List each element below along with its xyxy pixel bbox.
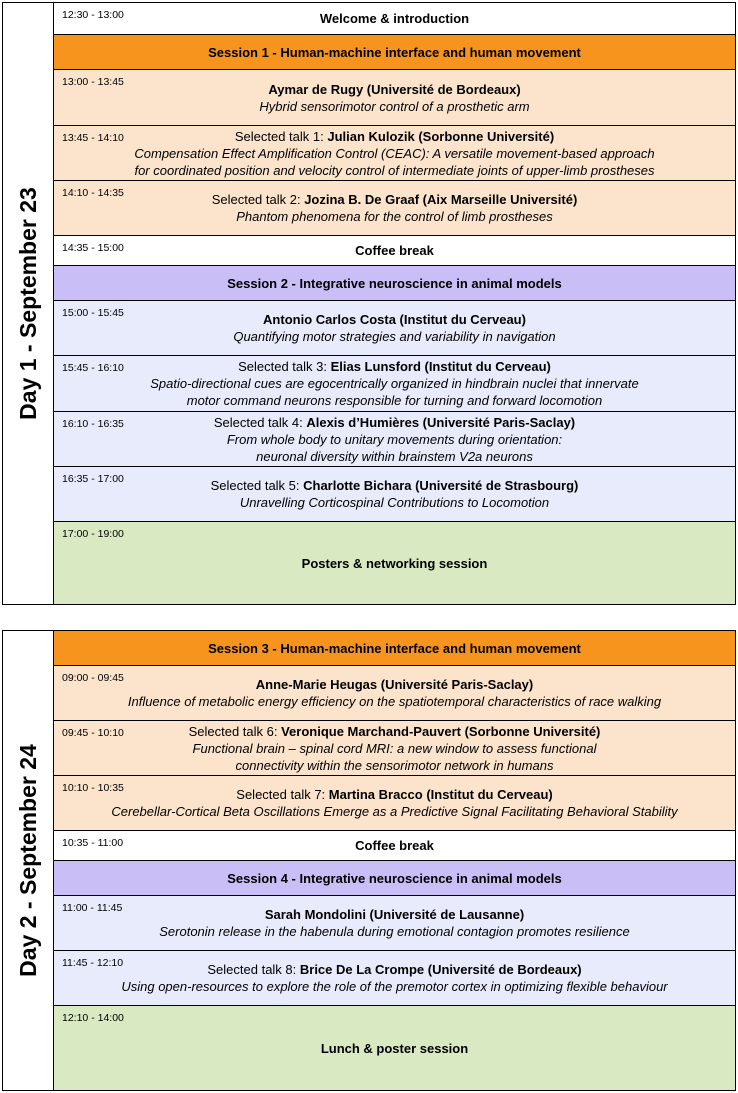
talk-title: for coordinated position and velocity control of intermediate joints of upper-limb prostheses <box>134 162 655 178</box>
talk-row <box>54 951 735 1006</box>
session-header <box>54 266 735 301</box>
row-title: Coffee break <box>355 838 434 853</box>
time-slot: 12:30 - 13:00 <box>62 9 124 21</box>
schedule-row-lunch <box>54 1006 735 1090</box>
talk-heading: Selected talk 4: Alexis d’Humières (Université Paris-Saclay) <box>213 414 576 430</box>
talk-title: Unravelling Corticospinal Contributions to Locomotion <box>239 495 550 510</box>
talk-title: Serotonin release in the habenula during emotional contagion promotes resilience <box>159 924 630 939</box>
speaker-name: Brice De La Crompe (Université de Bordeaux) <box>299 962 582 977</box>
talk-title: Hybrid sensorimotor control of a prosthetic arm <box>259 98 530 114</box>
talk-row <box>54 467 735 522</box>
day-1-block <box>2 2 736 605</box>
talk-row <box>54 776 735 831</box>
session-title: Session 2 - Integrative neuroscience in animal models <box>227 275 562 291</box>
talk-row <box>54 70 735 126</box>
schedule-row-posters <box>54 522 735 604</box>
talk-title: Using open-resources to explore the role of the premotor cortex in optimizing flexible behaviour <box>121 979 668 994</box>
time-slot: 09:00 - 09:45 <box>62 672 124 684</box>
speaker-name: Anne-Marie Heugas (Université Paris-Saclay) <box>255 677 534 692</box>
time-slot: 16:35 - 17:00 <box>62 473 124 485</box>
speaker-name: Aymar de Rugy (Université de Bordeaux) <box>268 81 521 97</box>
time-slot: 14:35 - 15:00 <box>62 242 124 254</box>
talk-row <box>54 181 735 236</box>
speaker-name: Antonio Carlos Costa (Institut du Cerveau) <box>263 312 526 327</box>
time-slot: 10:35 - 11:00 <box>62 837 124 849</box>
session-title: Session 4 - Integrative neuroscience in animal models <box>227 870 562 886</box>
speaker-name: Sarah Mondolini (Université de Lausanne) <box>264 907 525 922</box>
time-slot: 15:00 - 15:45 <box>62 307 124 319</box>
talk-heading: Selected talk 6: Veronique Marchand-Pauvert (Sorbonne Université) <box>188 723 601 739</box>
schedule-row-coffee-break <box>54 831 735 861</box>
talk-heading: Selected talk 7: Martina Bracco (Institut du Cerveau) <box>236 787 553 802</box>
speaker-name: Veronique Marchand-Pauvert (Sorbonne Université) <box>281 723 601 739</box>
session-title: Session 1 - Human-machine interface and human movement <box>208 44 581 60</box>
talk-title: Quantifying motor strategies and variability in navigation <box>233 329 556 344</box>
time-slot: 10:10 - 10:35 <box>62 782 124 794</box>
talk-title: Cerebellar-Cortical Beta Oscillations Emerge as a Predictive Signal Facilitating Behavioral Stability <box>111 804 678 819</box>
talk-heading: Selected talk 1: Julian Kulozik (Sorbonne Université) <box>234 128 555 144</box>
row-title: Posters & networking session <box>301 555 488 571</box>
speaker-name: Jozina B. De Graaf (Aix Marseille Université) <box>304 192 578 207</box>
session-header <box>54 861 735 896</box>
speaker-name: Alexis d’Humières (Université Paris-Saclay) <box>306 414 576 430</box>
talk-row <box>54 896 735 951</box>
speaker-name: Charlotte Bichara (Université de Strasbourg) <box>303 478 579 493</box>
talk-title: neuronal diversity within brainstem V2a neurons <box>256 448 533 464</box>
talk-heading <box>263 311 526 328</box>
speaker-name: Julian Kulozik (Sorbonne Université) <box>327 128 555 144</box>
talk-title: From whole body to unitary movements during orientation: <box>226 431 563 447</box>
day-2-block <box>2 630 736 1091</box>
time-slot: 16:10 - 16:35 <box>62 418 124 430</box>
time-slot: 13:45 - 14:10 <box>62 132 124 144</box>
talk-row <box>54 666 735 721</box>
time-slot: 13:00 - 13:45 <box>62 76 124 88</box>
talk-row <box>54 356 735 412</box>
talk-title: connectivity within the sensorimotor network in humans <box>235 757 554 773</box>
time-slot: 09:45 - 10:10 <box>62 727 124 739</box>
time-slot: 15:45 - 16:10 <box>62 362 124 374</box>
row-title: Lunch & poster session <box>320 1040 469 1056</box>
time-slot: 11:00 - 11:45 <box>62 902 123 914</box>
talk-heading <box>265 906 524 923</box>
talk-title: Compensation Effect Amplification Control (CEAC): A versatile movement-based approach <box>134 145 655 161</box>
talk-heading: Selected talk 2: Jozina B. De Graaf (Aix Marseille Université) <box>211 192 578 207</box>
talk-heading: Selected talk 8: Brice De La Crompe (Université de Bordeaux) <box>207 962 582 977</box>
row-title: Coffee break <box>355 243 434 258</box>
session-header <box>54 35 735 70</box>
day-1-label: Day 1 - September 23 <box>3 3 54 604</box>
schedule-row-coffee-break <box>54 236 735 266</box>
talk-row <box>54 301 735 356</box>
time-slot: 11:45 - 12:10 <box>62 957 124 969</box>
session-header <box>54 631 735 666</box>
talk-heading: Selected talk 3: Elias Lunsford (Institut du Cerveau) <box>238 359 551 374</box>
time-slot: 17:00 - 19:00 <box>62 528 124 540</box>
schedule-row-welcome <box>54 3 735 35</box>
time-slot: 14:10 - 14:35 <box>62 187 124 199</box>
talk-title: Influence of metabolic energy efficiency on the spatiotemporal characteristics of race walking <box>127 694 662 709</box>
talk-row <box>54 412 735 467</box>
row-title: Welcome & introduction <box>319 11 470 26</box>
talk-heading <box>268 81 520 98</box>
talk-title: motor command neurons responsible for turning and forward locomotion <box>186 393 603 408</box>
session-title: Session 3 - Human-machine interface and human movement <box>208 640 581 656</box>
day-2-label: Day 2 - September 24 <box>3 631 54 1090</box>
time-slot: 12:10 - 14:00 <box>62 1012 124 1024</box>
talk-title: Phantom phenomena for the control of limb prostheses <box>236 209 553 224</box>
talk-row <box>54 721 735 776</box>
speaker-name: Elias Lunsford (Institut du Cerveau) <box>330 359 551 374</box>
talk-heading <box>256 676 533 693</box>
talk-title: Spatio-directional cues are egocentrically organized in hindbrain nuclei that innervate <box>150 376 639 391</box>
speaker-name: Martina Bracco (Institut du Cerveau) <box>328 787 553 802</box>
talk-heading: Selected talk 5: Charlotte Bichara (Université de Strasbourg) <box>210 478 579 493</box>
talk-row <box>54 126 735 181</box>
talk-title: Functional brain – spinal cord MRI: a new window to assess functional <box>192 740 597 756</box>
